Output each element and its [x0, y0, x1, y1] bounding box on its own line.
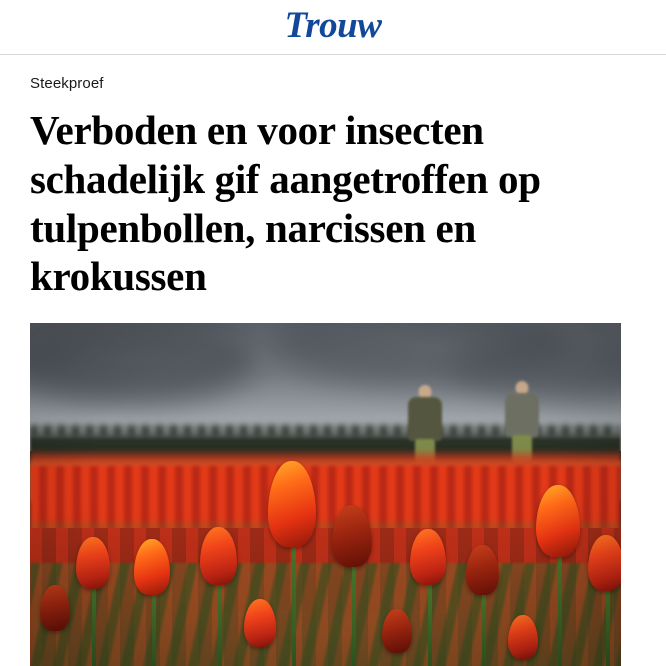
article-body [0, 75, 666, 666]
image-tulip [244, 599, 276, 647]
image-person-body [408, 397, 442, 441]
image-person-body [505, 393, 539, 437]
article-hero-image [30, 323, 621, 666]
image-tulip [466, 545, 499, 595]
image-tulip [588, 535, 621, 591]
site-masthead [0, 0, 666, 55]
image-tulip [508, 615, 538, 659]
image-tulip [134, 539, 170, 595]
article-headline: Verboden en voor insecten schadelijk gif aangetroffen op tulpenbollen, narcissen en krokussen [30, 107, 541, 300]
image-tulip [76, 537, 110, 589]
image-tulip [410, 529, 446, 585]
image-tulip [40, 585, 70, 631]
site-logo[interactable]: Trouw [284, 4, 382, 46]
image-tulip [382, 609, 412, 653]
article-kicker[interactable]: Steekproef [30, 75, 104, 92]
